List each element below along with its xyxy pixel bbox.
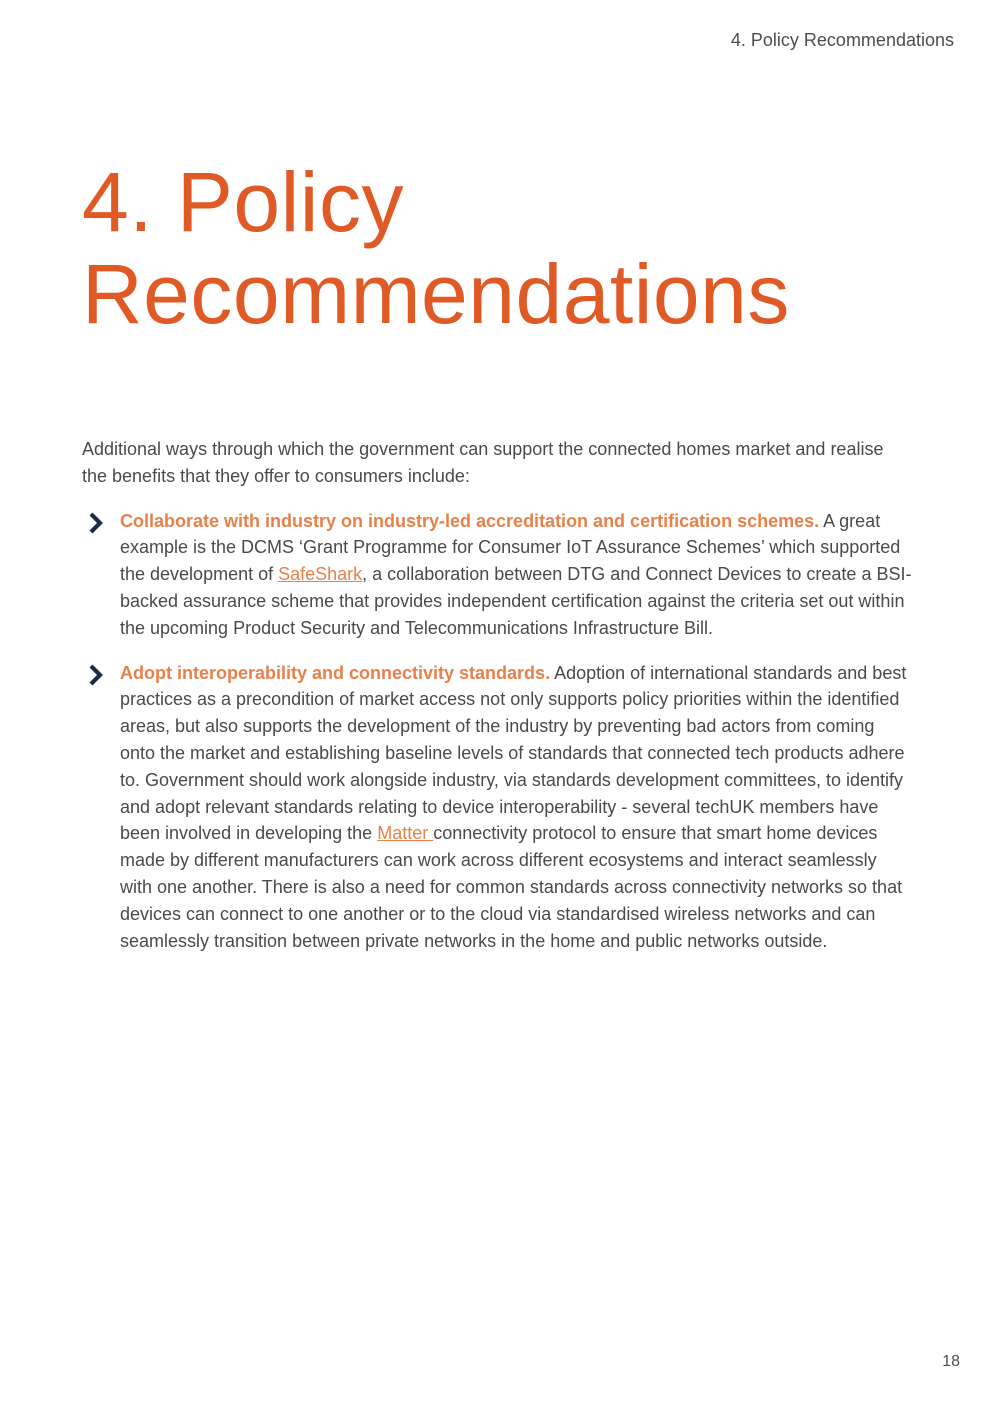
recommendation-text: Adoption of international standards and best practices as a precondition of market access not only supports policy priorities within the identified areas, but also supports the development of the industry by preventing bad actors from coming onto the market and establishing baseline levels of standards that connected tech products adhere to. Government should work alongside industry, via standards development committees, to identify and adopt relevant standards relating to device interoperability - several techUK members have been involved in developing the	[120, 662, 907, 844]
chevron-right-icon	[86, 511, 106, 535]
page-title	[82, 156, 790, 340]
page-number: 18	[942, 1353, 960, 1370]
intro-paragraph: Additional ways through which the government can support the connected homes market and realise the benefits that they offer to consumers include:	[82, 439, 884, 486]
matter-link[interactable]: Matter	[377, 823, 434, 844]
main-content	[82, 436, 912, 972]
safeshark-link[interactable]: SafeShark	[278, 564, 363, 585]
recommendation-heading: Adopt interoperability and connectivity standards.	[120, 662, 551, 683]
recommendation-text: A great example is the DCMS ‘Grant Programme for Consumer IoT Assurance Schemes’ which supported the development of	[120, 510, 901, 585]
running-header: 4. Policy Recommendations	[730, 30, 954, 50]
page-title-line-2: Recommendations	[82, 247, 790, 341]
recommendation-item	[82, 508, 912, 642]
recommendation-item	[82, 660, 912, 955]
recommendation-list	[82, 508, 912, 955]
chevron-right-icon	[86, 663, 106, 687]
recommendation-text-continued: , a collaboration between DTG and Connect Devices to create a BSI-backed assurance scheme that provides independent certification against the criteria set out within the upcoming Product Security and Telecommunications Infrastructure Bill.	[120, 564, 912, 638]
recommendation-text-continued: connectivity protocol to ensure that smart home devices made by different manufacturers can work across different ecosystems and interact seamlessly with one another. There is also a need for common standards across connectivity networks so that devices can connect to one another or to the cloud via standardised wireless networks and can seamlessly transition between private networks in the home and public networks outside.	[120, 823, 903, 951]
page-title-line-1: 4. Policy	[82, 155, 404, 249]
recommendation-heading: Collaborate with industry on industry-led accreditation and certification schemes.	[120, 510, 820, 531]
